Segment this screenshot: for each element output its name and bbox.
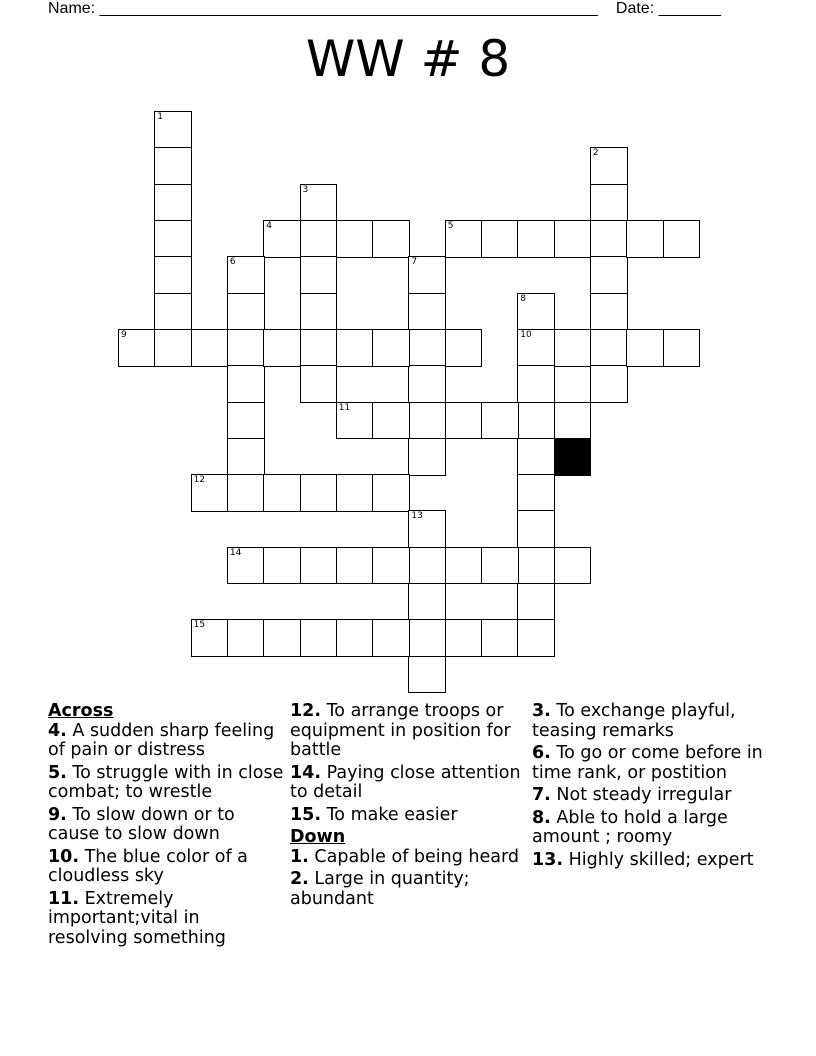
grid-cell[interactable] (154, 220, 192, 258)
grid-cell[interactable] (336, 547, 374, 585)
grid-cell[interactable] (263, 619, 301, 657)
grid-cell[interactable] (336, 220, 374, 258)
grid-cell[interactable] (300, 293, 338, 331)
clue-across-12: 12. To arrange troops or equipment in position for battle (290, 701, 511, 760)
grid-cell[interactable] (154, 329, 192, 367)
clue-down-3: 3. To exchange playful, teasing remarks (532, 701, 736, 741)
grid-cell[interactable] (517, 474, 555, 512)
grid-cell[interactable] (590, 329, 628, 367)
grid-cell[interactable] (154, 184, 192, 222)
clue-number: 6 (229, 257, 236, 268)
grid-cell[interactable] (372, 329, 410, 367)
grid-cell[interactable] (445, 619, 483, 657)
grid-cell[interactable] (481, 220, 519, 258)
grid-cell[interactable] (517, 293, 555, 331)
grid-cell[interactable] (590, 256, 628, 294)
clue-across-15: 15. To make easier (290, 804, 458, 825)
grid-cell[interactable] (626, 329, 664, 367)
clue-across-4: 4. A sudden sharp feeling of pain or distress (48, 720, 275, 760)
grid-cell[interactable] (227, 329, 265, 367)
grid-cell[interactable] (227, 256, 265, 294)
clue-number: 14 (229, 547, 242, 558)
clue-number: 8 (520, 293, 527, 304)
clue-number: 12 (193, 475, 206, 486)
grid-cell[interactable] (227, 474, 265, 512)
clue-down-2: 2. Large in quantity; abundant (290, 869, 470, 909)
name-field-label: Name: ________________________________________________________ (48, 0, 598, 17)
grid-cell[interactable] (154, 147, 192, 185)
grid-cell[interactable] (663, 220, 701, 258)
grid-cell[interactable] (300, 619, 338, 657)
clue-column-2 (290, 702, 526, 912)
clue-number: 13 (411, 511, 423, 522)
grid-cell[interactable] (227, 293, 265, 331)
grid-cell[interactable] (517, 583, 555, 621)
clue-number: 15 (193, 620, 206, 631)
grid-cell[interactable] (191, 619, 229, 657)
clue-across-9: 9. To slow down or to cause to slow down (48, 804, 235, 844)
clue-down-8: 8. Able to hold a large amount ; roomy (532, 807, 728, 847)
grid-cell[interactable] (372, 402, 410, 440)
grid-cell[interactable] (554, 220, 592, 258)
grid-cell[interactable] (300, 474, 338, 512)
grid-cell[interactable] (517, 438, 555, 476)
grid-cell[interactable] (227, 547, 265, 585)
grid-cell[interactable] (517, 547, 555, 585)
grid-cell[interactable] (590, 147, 628, 185)
grid-cell[interactable] (154, 256, 192, 294)
clue-across-14: 14. Paying close attention to detail (290, 762, 521, 802)
clue-number: 1 (157, 112, 164, 123)
grid-cell[interactable] (554, 547, 592, 585)
grid-cell[interactable] (408, 510, 446, 548)
grid-cell[interactable] (408, 365, 446, 403)
date-field-label: Date: _______ (615, 0, 721, 17)
grid-cell[interactable] (408, 438, 446, 476)
grid-cell[interactable] (336, 474, 374, 512)
grid-cell[interactable] (300, 365, 338, 403)
clue-column-3 (532, 702, 768, 873)
grid-cell[interactable] (191, 329, 229, 367)
clue-number: 10 (520, 329, 532, 340)
grid-cell[interactable] (191, 474, 229, 512)
grid-cell[interactable] (300, 220, 338, 258)
grid-cell[interactable] (408, 293, 446, 331)
grid-cell[interactable] (263, 474, 301, 512)
grid-cell[interactable] (590, 184, 628, 222)
down-heading: Down (290, 827, 346, 847)
grid-cell[interactable] (517, 619, 555, 657)
grid-cell[interactable] (445, 402, 483, 440)
grid-cell[interactable] (481, 547, 519, 585)
grid-cell[interactable] (300, 256, 338, 294)
grid-cell[interactable] (481, 619, 519, 657)
grid-cell[interactable] (263, 220, 301, 258)
across-heading: Across (48, 701, 114, 721)
grid-cell[interactable] (590, 365, 628, 403)
grid-cell[interactable] (445, 329, 483, 367)
grid-cell[interactable] (663, 329, 701, 367)
grid-cell[interactable] (408, 402, 446, 440)
grid-cell[interactable] (227, 438, 265, 476)
grid-cell[interactable] (517, 510, 555, 548)
grid-cell[interactable] (118, 329, 156, 367)
clue-number: 4 (266, 221, 272, 231)
grid-cell[interactable] (154, 293, 192, 331)
clue-number: 3 (302, 184, 309, 195)
grid-cell[interactable] (263, 547, 301, 585)
grid-cell[interactable] (590, 220, 628, 258)
grid-cell[interactable] (445, 220, 483, 258)
grid-cell[interactable] (408, 656, 446, 694)
grid-cell[interactable] (408, 619, 446, 657)
grid-cell[interactable] (227, 402, 265, 440)
clue-down-7: 7. Not steady irregular (532, 785, 732, 805)
grid-cell[interactable] (408, 329, 446, 367)
grid-cell[interactable] (554, 402, 592, 440)
grid-cell[interactable] (372, 547, 410, 585)
grid-cell[interactable] (263, 329, 301, 367)
grid-cell[interactable] (481, 402, 519, 440)
puzzle-title: WW # 8 (305, 30, 511, 88)
grid-cell[interactable] (227, 365, 265, 403)
clue-number: 5 (447, 221, 454, 231)
grid-cell[interactable] (517, 220, 555, 258)
grid-cell[interactable] (554, 329, 592, 367)
clue-down-6: 6. To go or come before in time rank, or postition (532, 743, 763, 783)
grid-cell[interactable] (626, 220, 664, 258)
clue-down-1: 1. Capable of being heard (290, 846, 519, 867)
clue-across-5: 5. To struggle with in close combat; to wrestle (48, 762, 284, 802)
grid-cell[interactable] (300, 184, 338, 222)
grid-cell[interactable] (445, 547, 483, 585)
clue-column-1 (48, 702, 284, 951)
clue-number: 9 (121, 329, 127, 340)
grid-block-cell (554, 438, 592, 476)
grid-cell[interactable] (408, 583, 446, 621)
clue-number: 7 (411, 257, 418, 268)
grid-cell[interactable] (227, 619, 265, 657)
grid-cell[interactable] (336, 329, 374, 367)
grid-cell[interactable] (517, 402, 555, 440)
grid-cell[interactable] (408, 256, 446, 294)
grid-cell[interactable] (590, 293, 628, 331)
clue-number: 11 (338, 402, 351, 413)
grid-cell[interactable] (300, 329, 338, 367)
grid-cell[interactable] (517, 329, 555, 367)
grid-cell[interactable] (154, 111, 192, 149)
grid-cell[interactable] (372, 619, 410, 657)
clue-number: 2 (592, 148, 599, 159)
clue-across-11: 11. Extremely important;vital in resolving something (48, 888, 226, 948)
grid-cell[interactable] (408, 547, 446, 585)
clue-down-13: 13. Highly skilled; expert (532, 849, 754, 870)
grid-cell[interactable] (336, 619, 374, 657)
grid-cell[interactable] (372, 474, 410, 512)
grid-cell[interactable] (372, 220, 410, 258)
grid-cell[interactable] (517, 365, 555, 403)
clue-across-10: 10. The blue color of a cloudless sky (48, 846, 248, 886)
grid-cell[interactable] (336, 402, 374, 440)
grid-cell[interactable] (300, 547, 338, 585)
